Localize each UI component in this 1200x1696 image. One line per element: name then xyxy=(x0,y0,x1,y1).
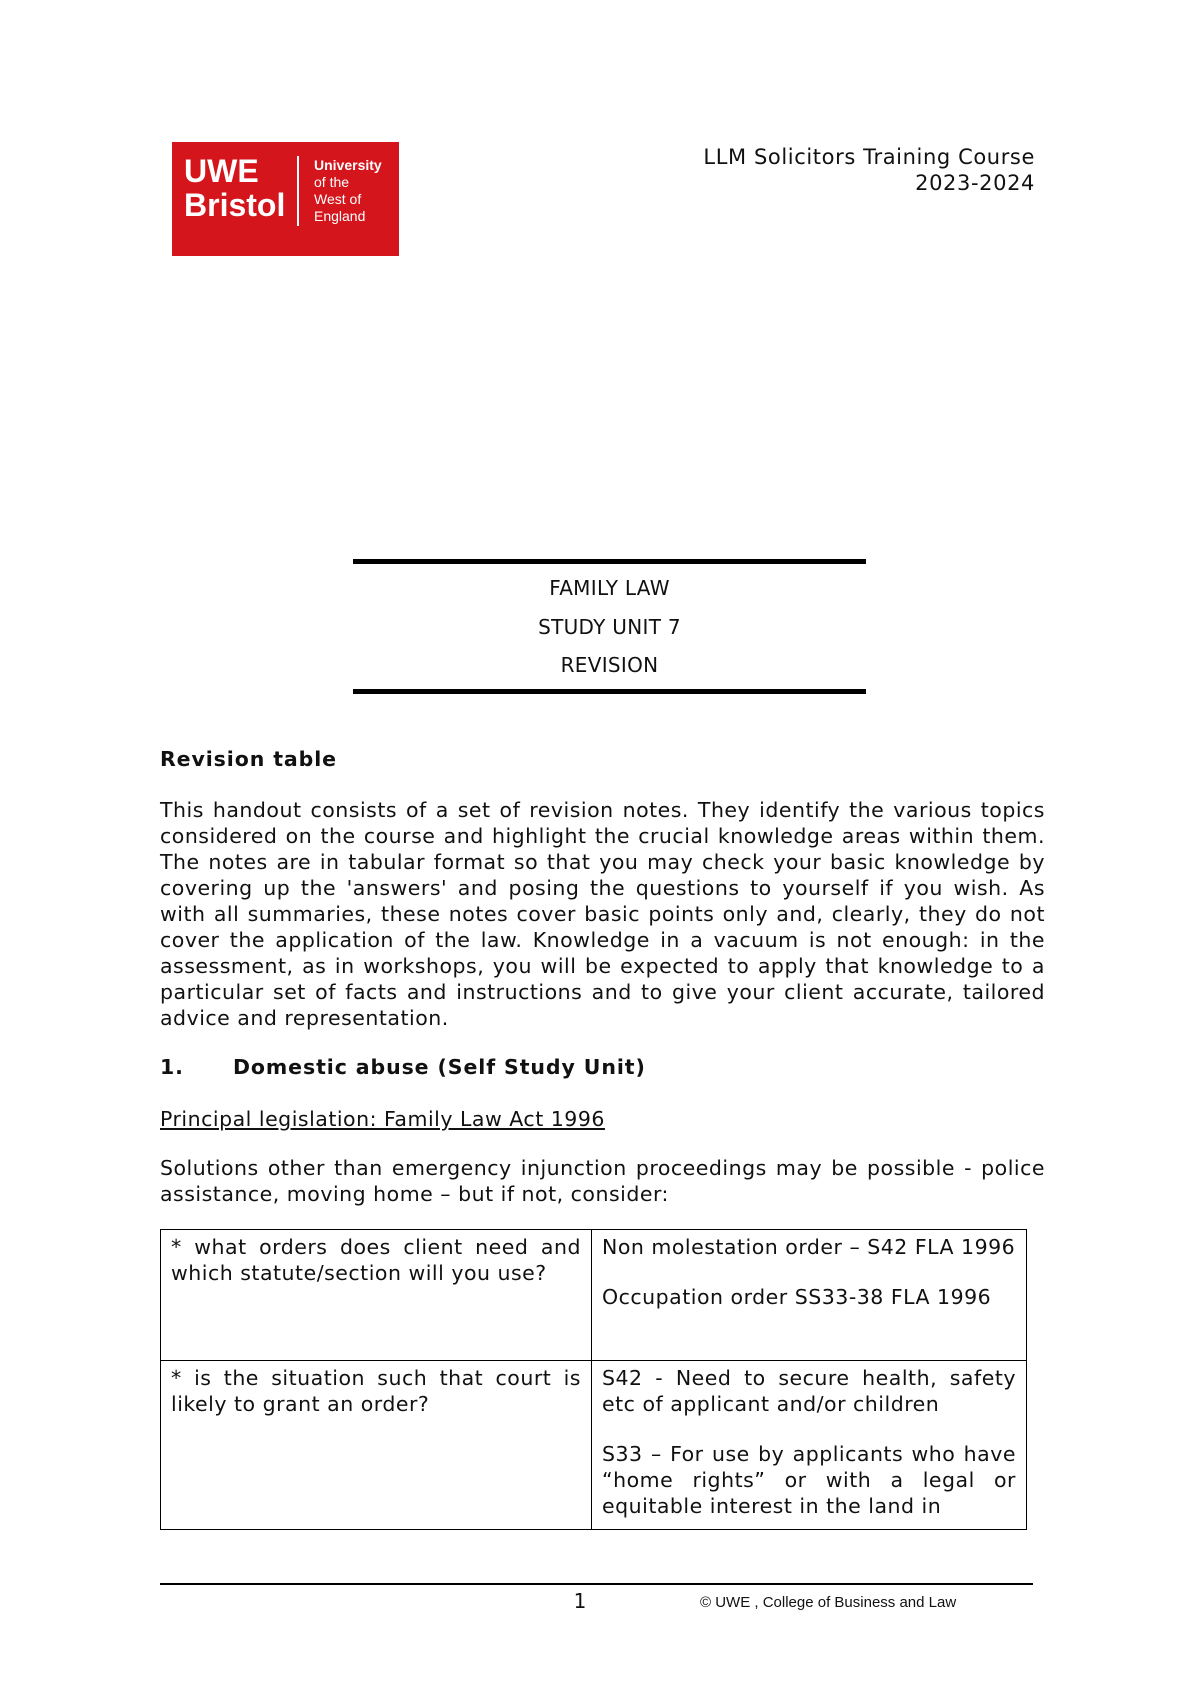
answer-text: S33 – For use by applicants who have “home rights” or with a legal or equitable interest in the land in xyxy=(602,1442,1016,1518)
logo-graphic xyxy=(172,142,399,256)
section-1-lead-in: Solutions other than emergency injunction proceedings may be possible - police assistance, moving home – but if not, consider: xyxy=(160,1156,1045,1206)
revision-table-heading: Revision table xyxy=(160,747,337,771)
logo-divider xyxy=(297,156,299,226)
intro-paragraph: This handout consists of a set of revision notes. They identify the various topics considered on the course and highlight the crucial knowledge areas within them. The notes are in tabular format so that you may check your basic knowledge by covering up the 'answers' and posing the questions to yourself if you wish. As with all summaries, these notes cover basic points only and, clearly, they do not cover the application of the law. Knowledge in a vacuum is not enough: in the assessment, as in workshops, you will be expected to apply that knowledge to a particular set of facts and instructions and to give your client accurate, tailored advice and representation. xyxy=(160,798,1045,1030)
section-1-number: 1. xyxy=(160,1055,184,1079)
page-number: 1 xyxy=(573,1589,587,1613)
table-question-cell xyxy=(161,1230,592,1361)
title-bottom-rule xyxy=(353,689,866,694)
title-top-rule xyxy=(353,559,866,564)
title-family-law: FAMILY LAW xyxy=(549,576,670,600)
section-1-heading xyxy=(160,1054,1045,1080)
logo-sub-of-the: of the xyxy=(314,174,350,190)
course-header xyxy=(703,144,1035,196)
uwe-bristol-logo xyxy=(172,142,399,256)
logo-sub-england: England xyxy=(314,208,366,224)
logo-sub-west-of: West of xyxy=(314,191,362,207)
copyright-notice: © UWE , College of Business and Law xyxy=(700,1594,957,1611)
table-question-cell xyxy=(161,1361,592,1530)
answer-text: S42 - Need to secure health, safety etc of applicant and/or children xyxy=(602,1366,1016,1416)
question-text: * is the situation such that court is likely to grant an order? xyxy=(171,1366,581,1416)
title-revision: REVISION xyxy=(560,653,659,677)
title-study-unit: STUDY UNIT 7 xyxy=(538,615,681,639)
logo-bristol: Bristol xyxy=(184,187,286,223)
table-row xyxy=(161,1361,1027,1530)
answer-text: Occupation order SS33-38 FLA 1996 xyxy=(602,1285,992,1309)
footer-rule xyxy=(160,1583,1033,1585)
table-answer-cell xyxy=(592,1361,1027,1530)
course-year: 2023-2024 xyxy=(915,171,1035,195)
revision-table xyxy=(160,1229,1027,1530)
table-row xyxy=(161,1230,1027,1361)
principal-legislation: Principal legislation: Family Law Act 1996 xyxy=(160,1107,605,1131)
course-name: LLM Solicitors Training Course xyxy=(703,145,1035,169)
table-answer-cell xyxy=(592,1230,1027,1361)
logo-sub-university: University xyxy=(314,157,382,173)
answer-text: Non molestation order – S42 FLA 1996 xyxy=(602,1235,1016,1259)
logo-uwe: UWE xyxy=(184,153,259,189)
question-text: * what orders does client need and which statute/section will you use? xyxy=(171,1235,581,1285)
section-1-title: Domestic abuse (Self Study Unit) xyxy=(233,1055,646,1079)
